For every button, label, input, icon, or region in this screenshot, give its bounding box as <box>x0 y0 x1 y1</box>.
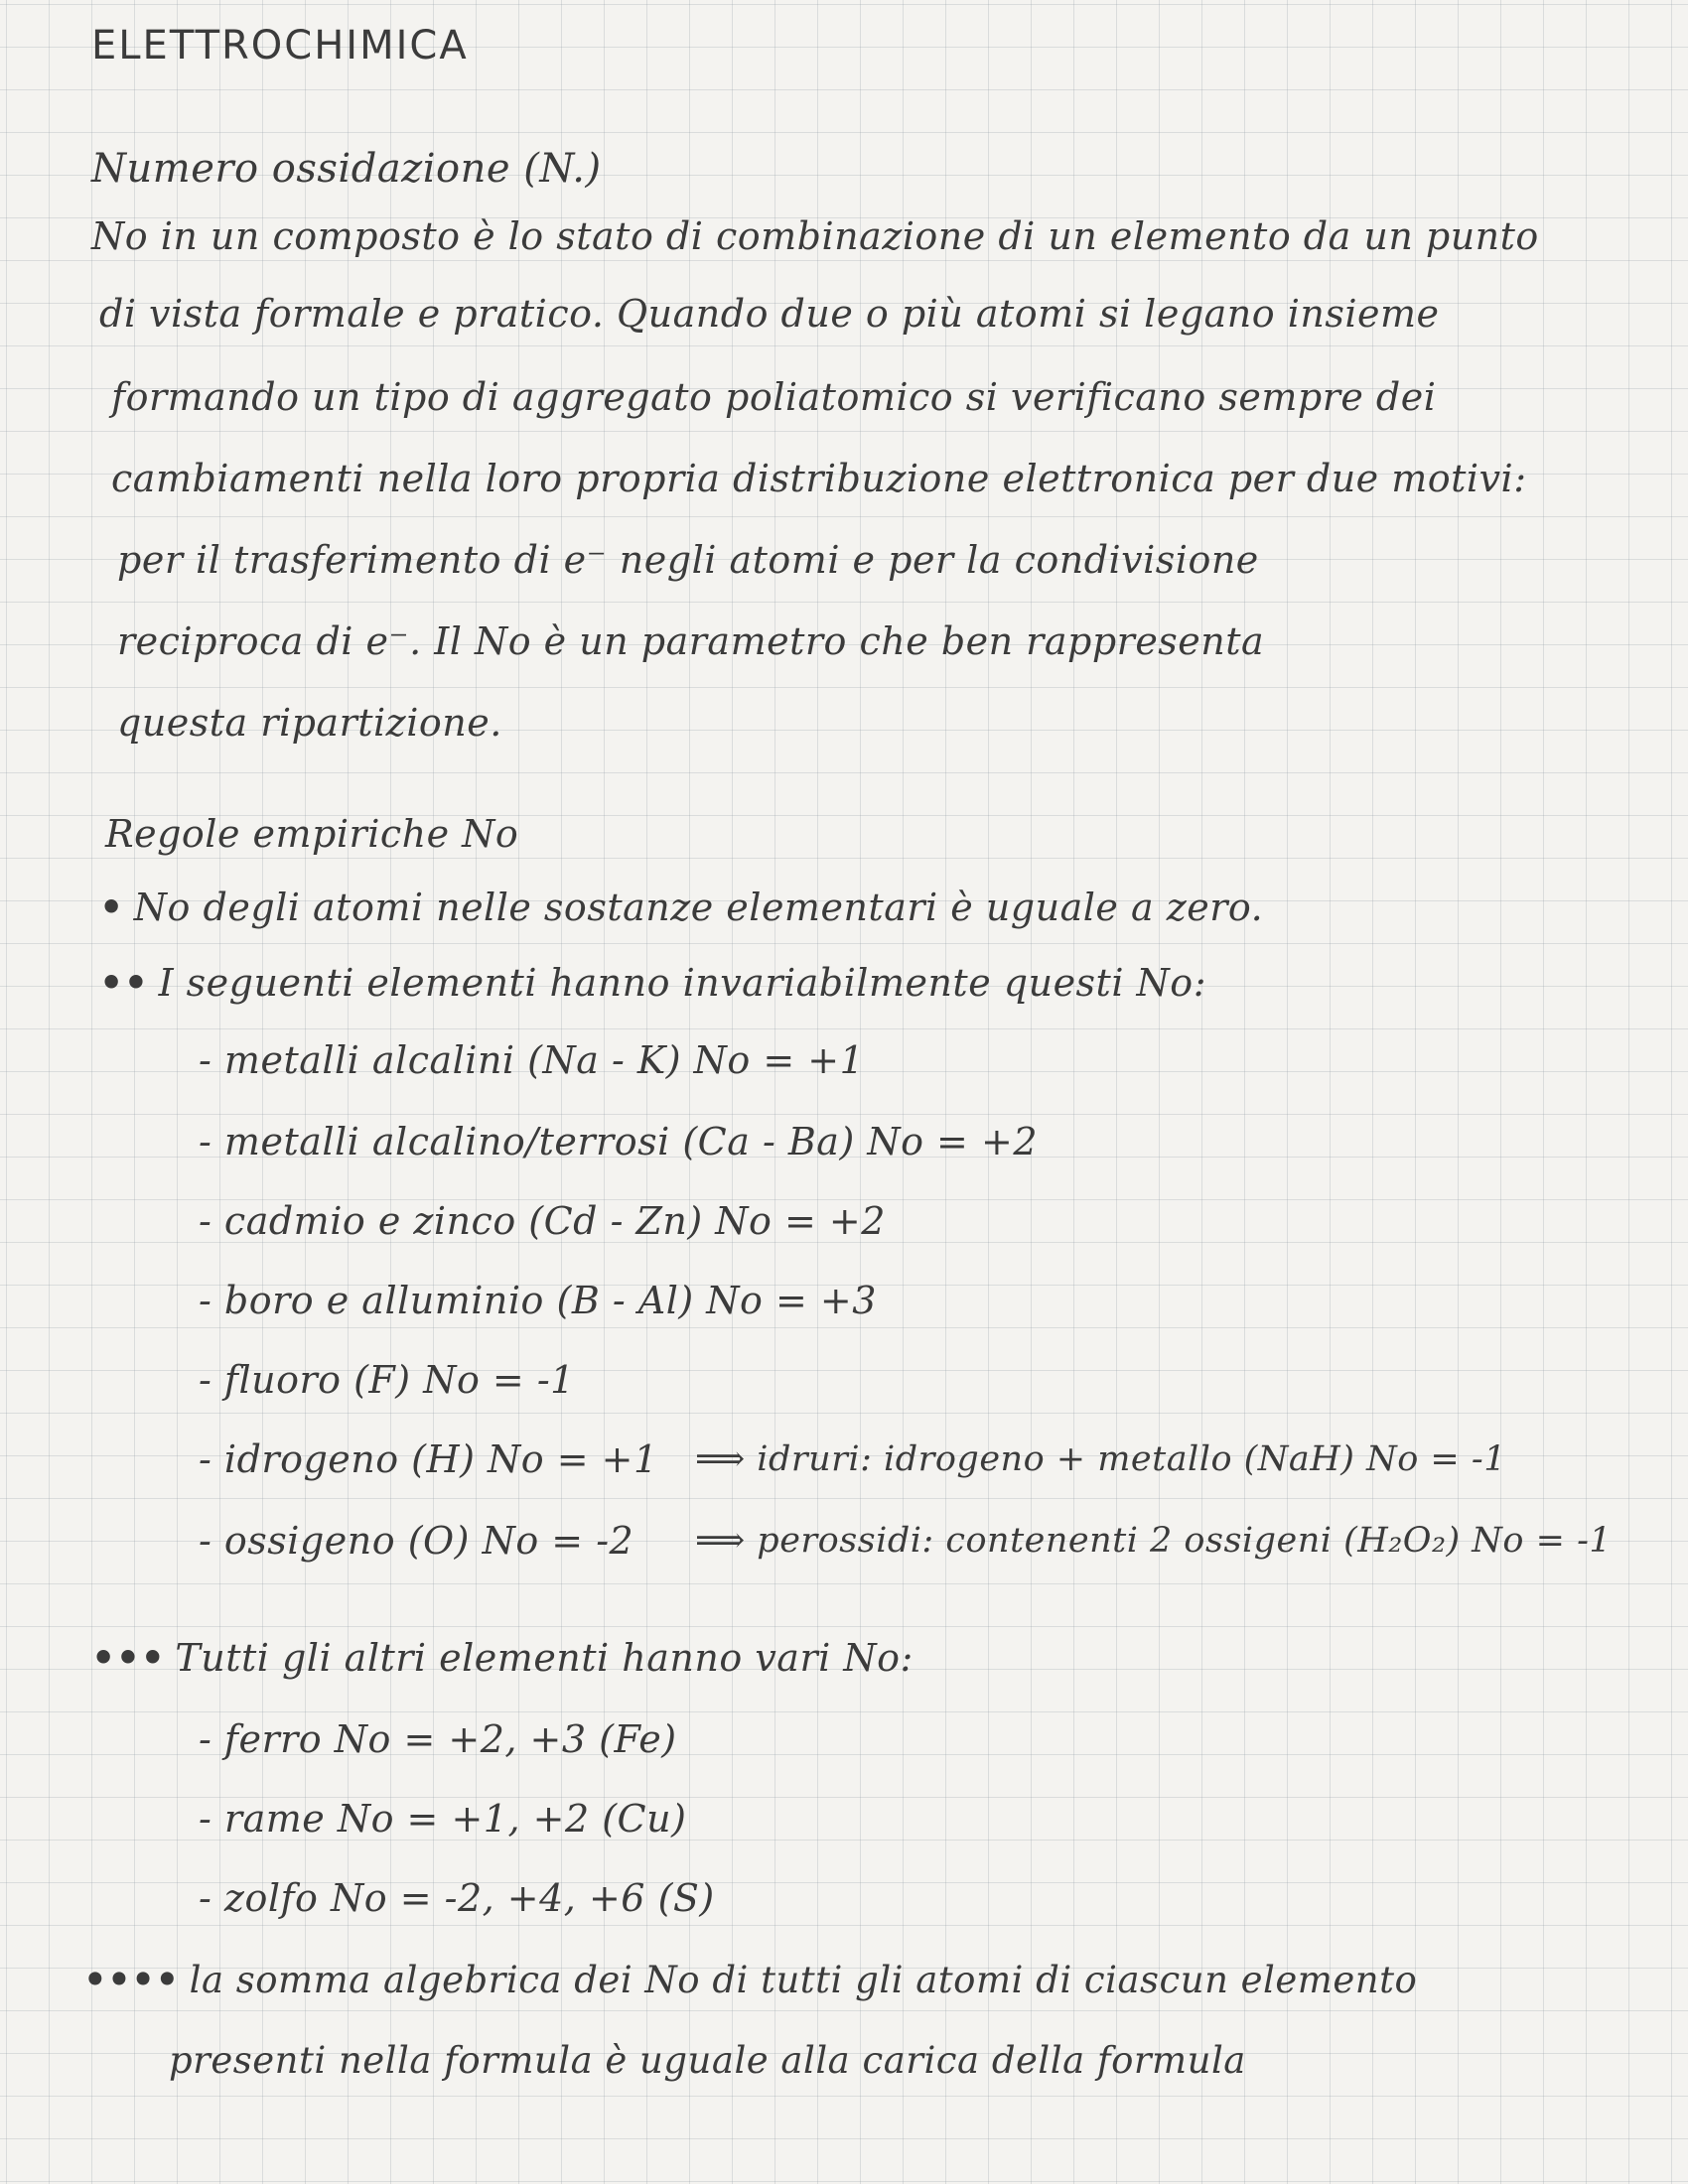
section-heading: Numero ossidazione (N.) <box>91 146 602 192</box>
rule-3-text: Tutti gli altri elementi hanno vari No: <box>175 1636 914 1680</box>
rule-2 <box>99 959 1206 1007</box>
intro-line-4: cambiamenti nella loro propria distribuzione elettronica per due motivi: <box>111 457 1527 500</box>
rule-2-item-7: - ossigeno (O) No = -2 <box>199 1519 634 1563</box>
rule-2-item-4: - boro e alluminio (B - Al) No = +3 <box>199 1279 877 1322</box>
intro-line-7: questa ripartizione. <box>117 701 502 745</box>
intro-line-3: formando un tipo di aggregato poliatomico si verificano sempre dei <box>111 375 1437 419</box>
rule-4 <box>83 1956 1417 2004</box>
intro-line-2: di vista formale e pratico. Quando due o più atomi si legano insieme <box>99 292 1440 336</box>
page-title: ELETTROCHIMICA <box>91 23 469 68</box>
rule-1 <box>99 884 1263 931</box>
rule-2-marker: •• <box>99 960 149 1005</box>
rule-2-item-3: - cadmio e zinco (Cd - Zn) No = +2 <box>199 1199 886 1243</box>
rules-heading: Regole empiriche No <box>105 812 519 856</box>
rule-3-item-3: - zolfo No = -2, +4, +6 (S) <box>199 1876 715 1920</box>
rule-3-item-2: - rame No = +1, +2 (Cu) <box>199 1797 687 1841</box>
rule-4-marker: •••• <box>83 1958 180 2001</box>
intro-line-6: reciproca di e⁻. Il No è un parametro che ben rappresenta <box>117 619 1265 663</box>
rule-3-marker: ••• <box>91 1635 166 1680</box>
rule-1-text: No degli atomi nelle sostanze elementari è uguale a zero. <box>133 886 1264 929</box>
rule-4-text-2: presenti nella formula è uguale alla carica della formula <box>169 2039 1246 2082</box>
rule-2-item-2: - metalli alcalino/terrosi (Ca - Ba) No = +2 <box>199 1120 1038 1163</box>
rule-2-item-6: - idrogeno (H) No = +1 <box>199 1437 658 1481</box>
rule-4-text: la somma algebrica dei No di tutti gli atomi di ciascun elemento <box>189 1959 1418 2001</box>
rule-2-item-1: - metalli alcalini (Na - K) No = +1 <box>199 1038 865 1082</box>
rule-2-item-7-note: ⟹ perossidi: contenenti 2 ossigeni (H₂O₂) No = -1 <box>695 1521 1613 1561</box>
rule-2-item-5: - fluoro (F) No = -1 <box>199 1358 575 1402</box>
rule-2-text: I seguenti elementi hanno invariabilmente questi No: <box>158 961 1206 1005</box>
intro-line-1: No in un composto è lo stato di combinazione di un elemento da un punto <box>91 214 1539 258</box>
rule-1-marker: • <box>99 885 124 929</box>
rule-3 <box>91 1634 914 1682</box>
intro-line-5: per il trasferimento di e⁻ negli atomi e per la condivisione <box>117 538 1259 582</box>
rule-2-item-6-note: ⟹ idruri: idrogeno + metallo (NaH) No = -1 <box>695 1439 1506 1479</box>
rule-3-item-1: - ferro No = +2, +3 (Fe) <box>199 1717 677 1761</box>
